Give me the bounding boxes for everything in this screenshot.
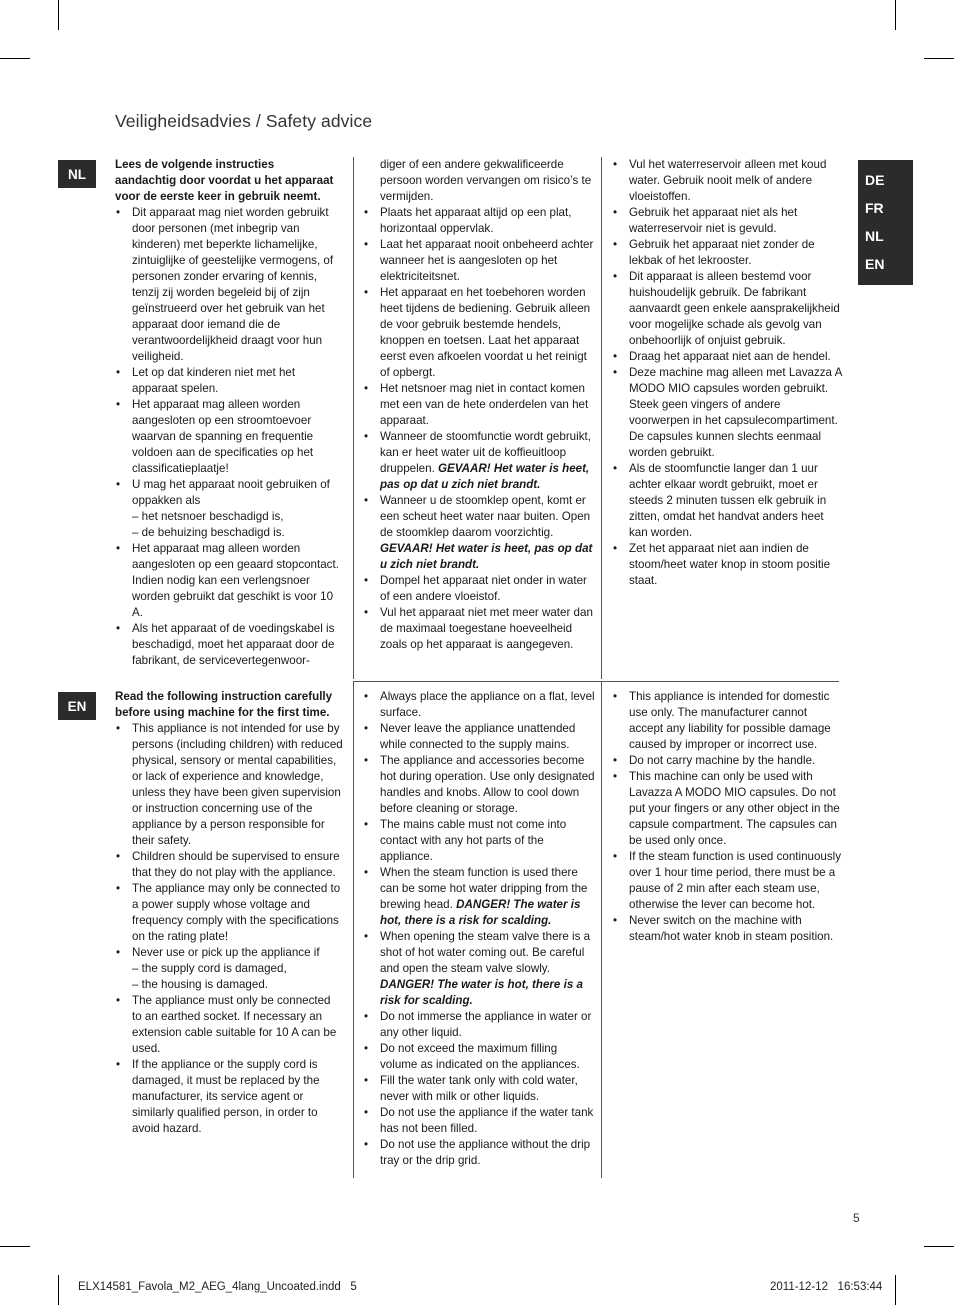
item-text: Wanneer u de stoomklep opent, komt er een scheut heet water naar buiten. Open de stoomklep daarom voorzichtig. bbox=[380, 494, 591, 539]
item-text: Do not use the appliance without the drip tray or the drip grid. bbox=[380, 1138, 591, 1167]
item-text: Wanneer de stoomfunctie wordt gebruikt, kan er heet water uit de koffieuitloop druppelen. bbox=[380, 430, 591, 475]
footer-filename: ELX14581_Favola_M2_AEG_4lang_Uncoated.indd 5 bbox=[78, 1281, 357, 1293]
safety-list bbox=[363, 157, 596, 653]
list-item: • Let op dat kinderen niet met het apparaat spelen. bbox=[115, 365, 343, 397]
en-column-2 bbox=[363, 689, 596, 1169]
crop-mark bbox=[895, 0, 896, 30]
list-item: • Als het apparaat of de voedingskabel is beschadigd, moet het apparaat door de fabrikant, de servicevertegenwoor- bbox=[115, 621, 343, 669]
crop-mark bbox=[924, 1246, 954, 1247]
list-item: • The appliance must only be connected to an earthed socket. If necessary an extension cable suitable for 10 A can be used. bbox=[115, 993, 343, 1057]
item-text: Always place the appliance on a flat, level surface. bbox=[380, 690, 595, 719]
language-tab-de[interactable]: DE bbox=[865, 172, 885, 188]
list-item: • Dit apparaat is alleen bestemd voor huishoudelijk gebruik. De fabrikant aanvaardt geen enkele aansprakelijkheid voor mogelijke schade als gevolg van onbehoorlijk of onjuist gebruik. bbox=[612, 269, 844, 349]
safety-list bbox=[612, 157, 844, 589]
list-item bbox=[363, 817, 596, 865]
crop-mark bbox=[0, 1246, 30, 1247]
list-item: • Dit apparaat mag niet worden gebruikt door personen (met inbegrip van kinderen) met beperkte lichamelijke, zintuiglijke of geestelijke vermogens, of personen zonder ervaring of kennis, tenzij zij worden begeleid bij of zijn geïnstrueerd over het gebruik van het apparaat door iemand die de verantwoordelijkheid draagt voor hun veiligheid. bbox=[115, 205, 343, 365]
language-tab-fr[interactable]: FR bbox=[865, 200, 884, 216]
list-item: • This appliance is intended for domestic use only. The manufacturer cannot accept any liability for possible damage caused by improper or incorrect use. bbox=[612, 689, 844, 753]
list-item bbox=[363, 721, 596, 753]
language-tab-nl[interactable]: NL bbox=[865, 228, 884, 244]
item-text: Laat het apparaat nooit onbeheerd achter wanneer het is aangesloten op het elektriciteitsnet. bbox=[380, 238, 594, 283]
list-item: • Gebruik het apparaat niet als het waterreservoir niet is gevuld. bbox=[612, 205, 844, 237]
column-divider bbox=[353, 681, 354, 1178]
crop-mark bbox=[58, 0, 59, 30]
item-text: Do not exceed the maximum filling volume as indicated on the appliances. bbox=[380, 1042, 580, 1071]
safety-list bbox=[115, 205, 343, 669]
item-text: Never leave the appliance unattended while connected to the supply mains. bbox=[380, 722, 576, 751]
list-item: • Gebruik het apparaat niet zonder de lekbak of het lekrooster. bbox=[612, 237, 844, 269]
danger-warning: DANGER! The water is hot, there is a risk for scalding. bbox=[380, 898, 581, 927]
list-item bbox=[363, 1009, 596, 1041]
list-item bbox=[363, 573, 596, 605]
list-item: • If the appliance or the supply cord is damaged, it must be replaced by the manufacturer, its service agent or similarly qualified person, in order to avoid hazard. bbox=[115, 1057, 343, 1137]
list-item bbox=[363, 689, 596, 721]
list-item: • Draag het apparaat niet aan de hendel. bbox=[612, 349, 844, 365]
list-item bbox=[363, 753, 596, 817]
list-item: • The appliance may only be connected to a power supply whose voltage and frequency comply with the specifications on the rating plate! bbox=[115, 881, 343, 945]
crop-mark bbox=[0, 58, 30, 59]
list-item bbox=[363, 381, 596, 429]
item-text: Plaats het apparaat altijd op een plat, horizontaal oppervlak. bbox=[380, 206, 572, 235]
list-item: • Never use or pick up the appliance if – the supply cord is damaged, – the housing is damaged. bbox=[115, 945, 343, 993]
language-tabs bbox=[858, 160, 913, 285]
page-title: Veiligheidsadvies / Safety advice bbox=[115, 111, 373, 131]
list-item bbox=[363, 429, 596, 493]
en-column-1 bbox=[115, 689, 343, 1137]
language-tab-en[interactable]: EN bbox=[865, 256, 885, 272]
section-intro: Lees de volgende instructies aandachtig door voordat u het apparaat voor de eerste keer in gebruik neemt. bbox=[115, 158, 334, 203]
list-item bbox=[363, 285, 596, 381]
section-divider bbox=[353, 681, 839, 682]
list-item: • Never switch on the machine with steam/hot water knob in steam position. bbox=[612, 913, 844, 945]
list-item: • Vul het waterreservoir alleen met koud water. Gebruik nooit melk of andere vloeistoffen. bbox=[612, 157, 844, 205]
list-item bbox=[363, 1073, 596, 1105]
list-item bbox=[363, 1041, 596, 1073]
safety-list bbox=[115, 721, 343, 1137]
list-item bbox=[363, 1137, 596, 1169]
danger-warning: GEVAAR! Het water is heet, pas op dat u zich niet brandt. bbox=[380, 462, 590, 491]
column-divider bbox=[353, 157, 354, 679]
danger-warning: DANGER! The water is hot, there is a risk for scalding. bbox=[380, 978, 583, 1007]
item-text: Do not immerse the appliance in water or any other liquid. bbox=[380, 1010, 592, 1039]
list-item: • If the steam function is used continuously over 1 hour time period, there must be a pause of 2 min after each steam use, otherwise the lever can become hot. bbox=[612, 849, 844, 913]
list-item: • Zet het apparaat niet aan indien de stoom/heet water knop in stoom positie staat. bbox=[612, 541, 844, 589]
list-item bbox=[363, 865, 596, 929]
list-item: • This machine can only be used with Lavazza A MODO MIO capsules. Do not put your fingers or any other object in the capsule compartment. The capsules can be used only once. bbox=[612, 769, 844, 849]
crop-mark bbox=[895, 1275, 896, 1305]
list-item: • Children should be supervised to ensure that they do not play with the appliance. bbox=[115, 849, 343, 881]
danger-warning: GEVAAR! Het water is heet, pas op dat u zich niet brandt. bbox=[380, 542, 593, 571]
item-text: Vul het apparaat niet met meer water dan de maximaal toegestane hoeveelheid zoals op het apparaat is aangegeven. bbox=[380, 606, 593, 651]
item-text: Het netsnoer mag niet in contact komen met een van de hete onderdelen van het apparaat. bbox=[380, 382, 589, 427]
list-item bbox=[363, 1105, 596, 1137]
list-item: • Het apparaat mag alleen worden aangesloten op een geaard stopcontact. Indien nodig kan een verlengsnoer worden gebruikt dat geschikt is voor 10 A. bbox=[115, 541, 343, 621]
section-intro: Read the following instruction carefully before using machine for the first time. bbox=[115, 690, 333, 719]
list-item-continuation: diger of een andere gekwalificeerde persoon worden vervangen om risico’s te vermijden. bbox=[380, 158, 592, 203]
list-item bbox=[363, 605, 596, 653]
list-item bbox=[363, 929, 596, 1009]
item-text: The mains cable must not come into contact with any hot parts of the appliance. bbox=[380, 818, 567, 863]
en-column-3 bbox=[612, 689, 844, 945]
list-item: • Als de stoomfunctie langer dan 1 uur achter elkaar wordt gebruikt, moet er steeds 2 minuten tussen elk gebruik in zitten, omdat het handvat anders heet kan worden. bbox=[612, 461, 844, 541]
section-label-en: EN bbox=[58, 692, 96, 720]
crop-mark bbox=[58, 1275, 59, 1305]
item-text: The appliance and accessories become hot during operation. Use only designated handles and knobs. Allow to cool down before cleaning or storage. bbox=[380, 754, 595, 815]
item-text: Do not use the appliance if the water tank has not been filled. bbox=[380, 1106, 594, 1135]
page-number: 5 bbox=[853, 1211, 860, 1225]
nl-column-3 bbox=[612, 157, 844, 589]
item-text: Fill the water tank only with cold water, never with milk or other liquids. bbox=[380, 1074, 578, 1103]
list-item: • Het apparaat mag alleen worden aangesloten op een stroomtoevoer waarvan de spanning en frequentie voldoen aan de specificaties op het classificatieplaatje! bbox=[115, 397, 343, 477]
safety-list bbox=[612, 689, 844, 945]
column-divider bbox=[601, 157, 602, 679]
list-item bbox=[363, 493, 596, 573]
section-label-nl: NL bbox=[58, 160, 96, 188]
footer-timestamp: 2011-12-12 16:53:44 bbox=[770, 1281, 883, 1293]
list-item bbox=[363, 205, 596, 237]
crop-mark bbox=[924, 58, 954, 59]
list-item: • This appliance is not intended for use by persons (including children) with reduced physical, sensory or mental capabilities, or lack of experience and knowledge, unless they have been given supervision or instruction concerning use of the appliance by a person responsible for their safety. bbox=[115, 721, 343, 849]
nl-column-2 bbox=[363, 157, 596, 653]
list-item: • Do not carry machine by the handle. bbox=[612, 753, 844, 769]
list-item: • U mag het apparaat nooit gebruiken of oppakken als – het netsnoer beschadigd is, – de behuizing beschadigd is. bbox=[115, 477, 343, 541]
item-text: Het apparaat en het toebehoren worden heet tijdens de bediening. Gebruik alleen de voor gebruik bestemde hendels, knoppen en toetsen. Laat het apparaat eerst even afkoelen voordat u het reinigt of opbergt. bbox=[380, 286, 591, 379]
list-item: • Deze machine mag alleen met Lavazza A MODO MIO capsules worden gebruikt. Steek geen vingers of andere voorwerpen in het capsulecompartiment. De capsules kunnen slechts eenmaal worden gebruikt. bbox=[612, 365, 844, 461]
nl-column-1 bbox=[115, 157, 343, 669]
safety-list bbox=[363, 689, 596, 1169]
item-text: When opening the steam valve there is a shot of hot water coming out. Be careful and open the steam valve slowly. bbox=[380, 930, 591, 975]
list-item bbox=[363, 237, 596, 285]
column-divider bbox=[601, 681, 602, 1178]
item-text: Dompel het apparaat niet onder in water of een andere vloeistof. bbox=[380, 574, 587, 603]
item-text: When the steam function is used there can be some hot water dripping from the brewing head. bbox=[380, 866, 588, 911]
